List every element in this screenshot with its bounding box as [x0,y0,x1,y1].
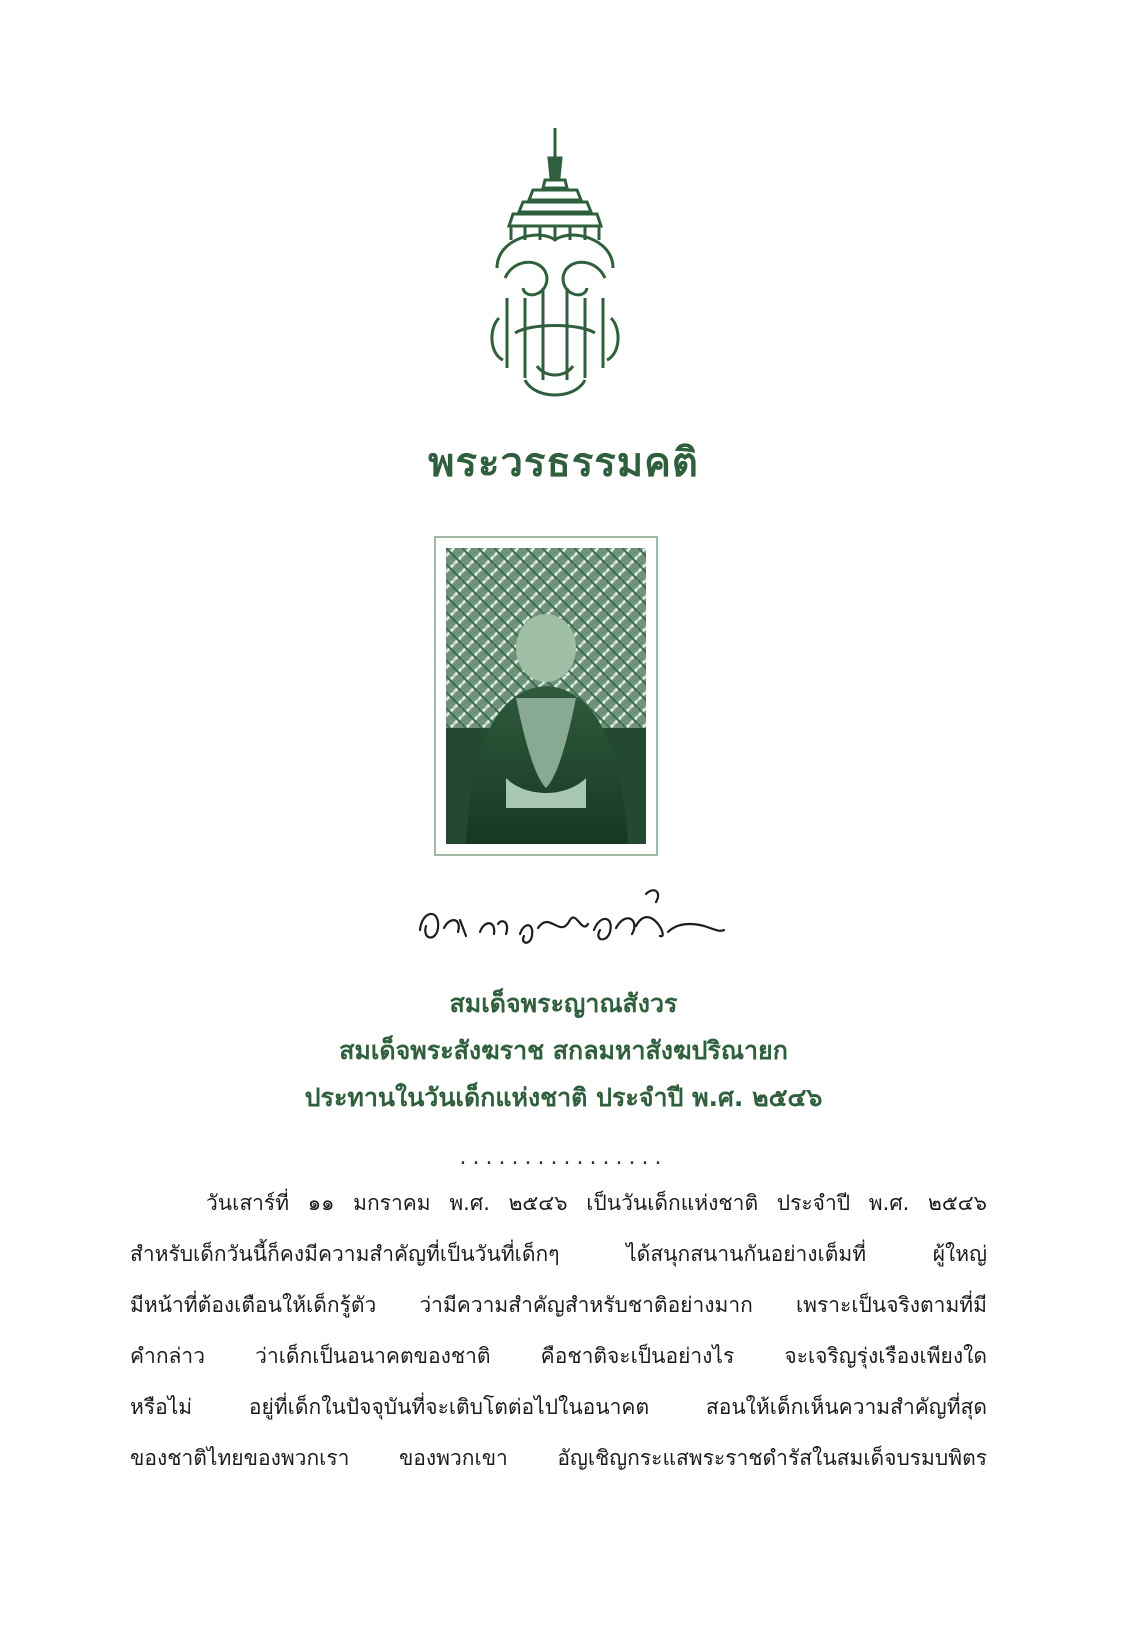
author-names-block [0,980,1127,1121]
document-title: พระวรธรรมคติ [428,440,699,486]
body-line: มีหน้าที่ต้องเตือนให้เด็กรู้ตัว ว่ามีความสำคัญสำหรับชาติอย่างมาก เพราะเป็นจริงตามที่มี [130,1293,987,1317]
body-line: วันเสาร์ที่ ๑๑ มกราคม พ.ศ. ๒๕๔๖ เป็นวันเด็กแห่งชาติ ประจำปี พ.ศ. ๒๕๔๖ [206,1191,987,1215]
portrait-photo [446,548,646,844]
occasion-line: ประทานในวันเด็กแห่งชาติ ประจำปี พ.ศ. ๒๕๔๖ [304,1083,823,1112]
separator-dots: ................ [459,1145,668,1170]
author-name-line: สมเด็จพระญาณสังวร [449,989,678,1018]
body-line: สำหรับเด็กวันนี้ก็คงมีความสำคัญที่เป็นวันที่เด็กๆ ได้สนุกสนานกันอย่างเต็มที่ ผู้ใหญ่ [130,1242,987,1266]
author-title-line: สมเด็จพระสังฆราช สกลมหาสังฆปริณายก [339,1036,788,1065]
body-text [130,1178,987,1484]
body-line: คำกล่าว ว่าเด็กเป็นอนาคตของชาติ คือชาติจะเป็นอย่างไร จะเจริญรุ่งเรืองเพียงใด [130,1344,987,1368]
portrait-photo-frame [434,536,658,856]
body-line: หรือไม่ อยู่ที่เด็กในปัจจุบันที่จะเติบโตต่อไปในอนาคต สอนให้เด็กเห็นความสำคัญที่สุด [130,1395,987,1419]
body-line: ของชาติไทยของพวกเรา ของพวกเขา อัญเชิญกระแสพระราชดำรัสในสมเด็จบรมบพิตร [130,1446,987,1470]
royal-emblem-icon [485,128,625,408]
signature-image [410,880,730,960]
